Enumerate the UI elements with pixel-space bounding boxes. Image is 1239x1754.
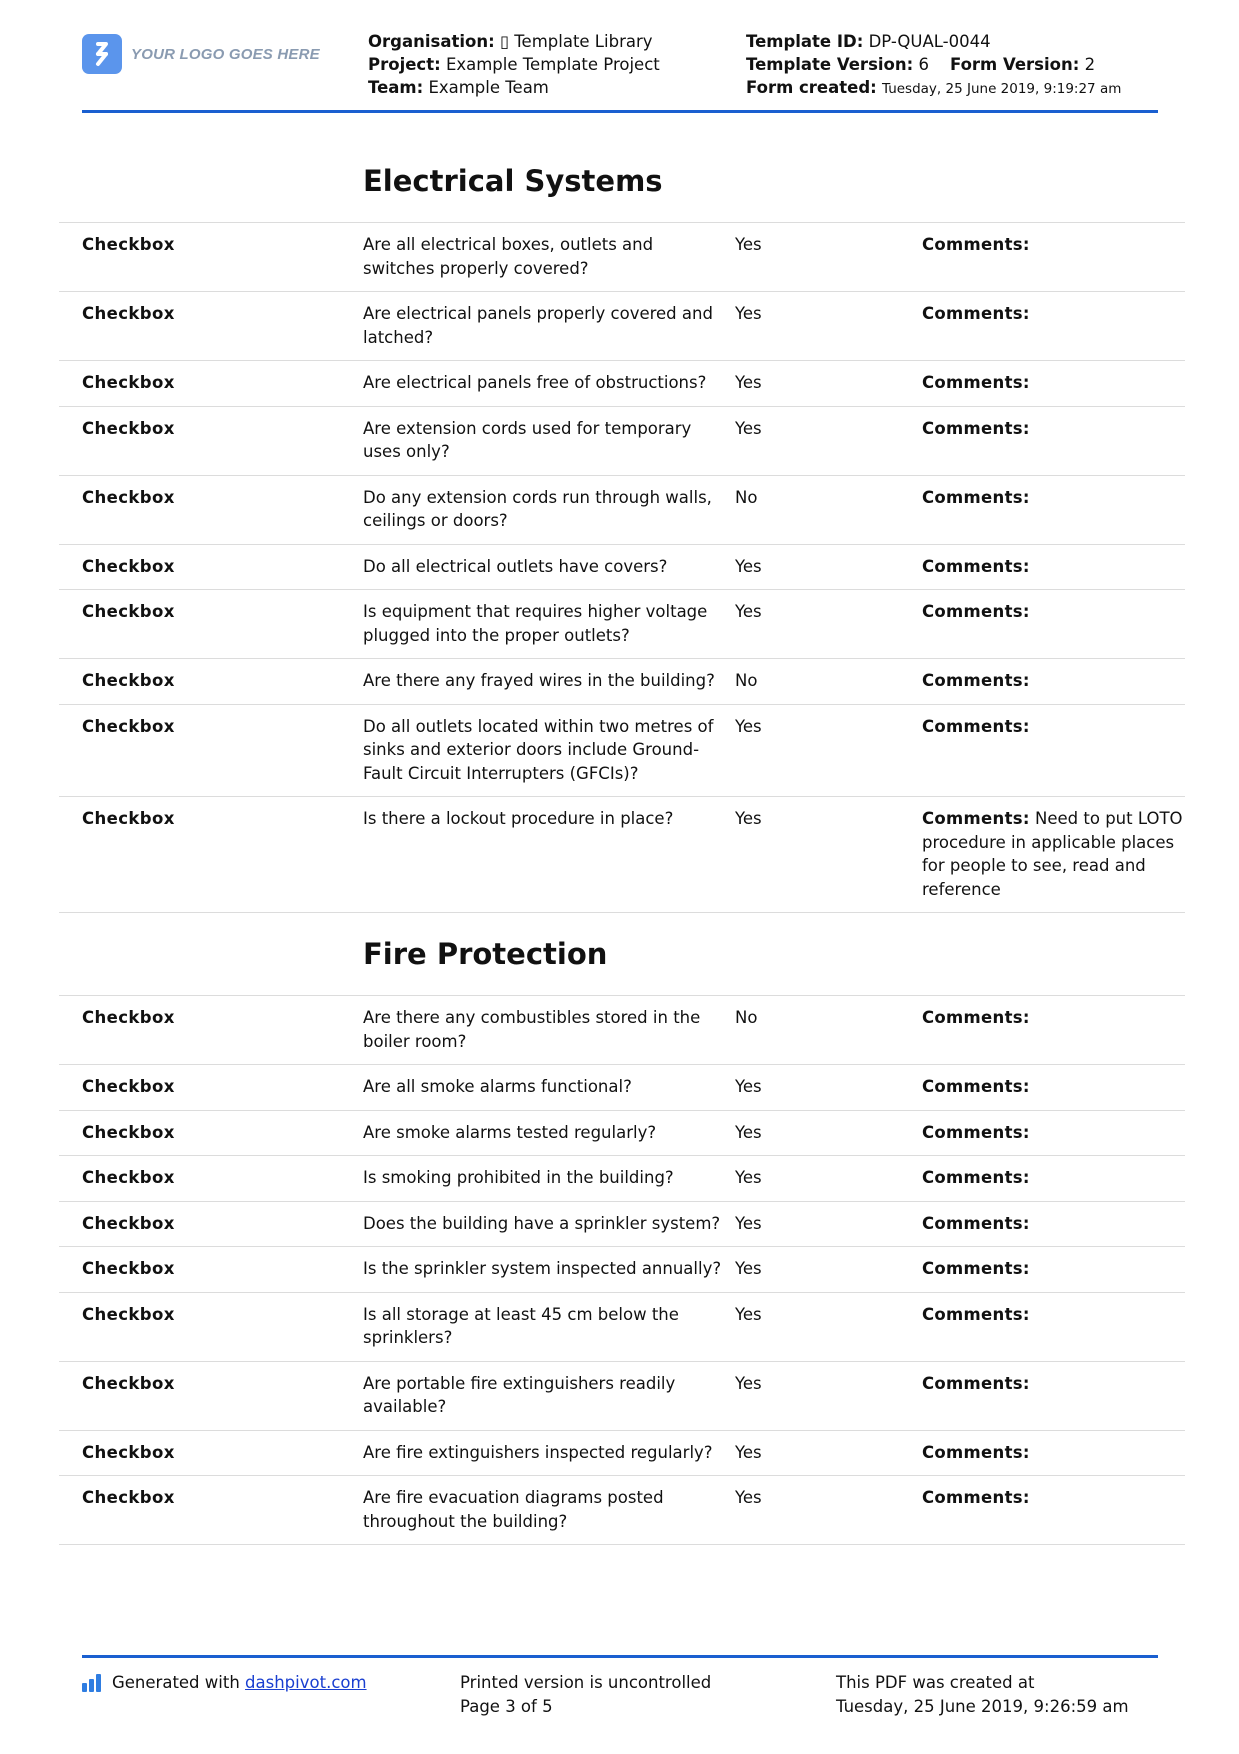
field-type: Checkbox — [82, 716, 175, 736]
table-row — [59, 1430, 1185, 1476]
comments-cell — [922, 1212, 1185, 1236]
comments-label: Comments: — [922, 235, 1030, 254]
answer: Yes — [735, 1259, 762, 1278]
comments-label: Comments: — [922, 1488, 1030, 1507]
pdf-created-value: Tuesday, 25 June 2019, 9:26:59 am — [836, 1696, 1129, 1716]
team-label: Team: — [368, 78, 424, 97]
pdf-created — [836, 1671, 1129, 1718]
page-header — [82, 30, 1158, 113]
project-value: Example Template Project — [445, 55, 660, 74]
form-version-label: Form Version: — [949, 55, 1080, 74]
checklist-content — [59, 140, 1185, 1545]
field-type: Checkbox — [82, 809, 175, 828]
pdf-created-label: This PDF was created at — [836, 1673, 1035, 1692]
table-row — [59, 1246, 1185, 1292]
template-version-value: 6 — [918, 55, 929, 74]
field-type: Checkbox — [82, 1008, 175, 1027]
comments-cell — [922, 555, 1185, 579]
answer: Yes — [735, 556, 762, 576]
comments-label: Comments: — [922, 1122, 1030, 1142]
comments-cell — [922, 1486, 1185, 1533]
field-type: Checkbox — [82, 1077, 175, 1096]
answer: Yes — [735, 1168, 762, 1187]
field-type: Checkbox — [82, 373, 175, 392]
field-type: Checkbox — [82, 235, 175, 254]
comments-cell — [922, 371, 1185, 395]
question: Are all smoke alarms functional? — [363, 1077, 632, 1096]
template-version-label: Template Version: — [746, 55, 914, 74]
question: Are fire extinguishers inspected regularly? — [363, 1442, 713, 1462]
field-type: Checkbox — [82, 1442, 175, 1462]
comments-label: Comments: — [922, 373, 1030, 392]
generated-with — [82, 1671, 367, 1695]
field-type: Checkbox — [82, 1168, 175, 1187]
comments-cell — [922, 486, 1185, 533]
question: Are extension cords used for temporary uses only? — [363, 418, 692, 461]
comments-cell — [922, 1166, 1185, 1190]
header-meta-project — [368, 30, 660, 99]
answer: Yes — [735, 1304, 762, 1324]
section-title: Fire Protection — [363, 937, 608, 971]
field-type: Checkbox — [82, 487, 175, 507]
uncontrolled-notice: Printed version is uncontrolled — [460, 1673, 712, 1692]
comments-cell — [922, 302, 1185, 349]
comments-label: Comments: — [922, 1008, 1030, 1027]
comments-label: Comments: — [922, 602, 1030, 621]
field-type: Checkbox — [82, 602, 175, 621]
answer: Yes — [735, 1442, 762, 1462]
answer: Yes — [735, 1373, 762, 1393]
comments-label: Comments: — [922, 716, 1030, 736]
table-row — [59, 1201, 1185, 1247]
answer: No — [735, 1008, 758, 1027]
template-id-value: DP-QUAL-0044 — [868, 32, 991, 51]
comments-cell — [922, 1121, 1185, 1145]
question: Are there any frayed wires in the building? — [363, 671, 715, 690]
form-version-value: 2 — [1084, 55, 1096, 74]
comments-cell — [922, 600, 1185, 647]
form-created-value: Tuesday, 25 June 2019, 9:19:27 am — [882, 81, 1122, 97]
question: Are portable fire extinguishers readily available? — [363, 1373, 676, 1416]
answer: Yes — [735, 1213, 762, 1233]
question: Are smoke alarms tested regularly? — [363, 1122, 657, 1142]
comments-label: Comments: — [922, 671, 1030, 690]
answer: Yes — [735, 235, 762, 254]
comments-cell — [922, 1372, 1185, 1419]
comments-label: Comments: — [922, 304, 1030, 323]
table-row — [59, 658, 1185, 704]
comments-label: Comments: — [922, 418, 1030, 438]
logo-text: YOUR LOGO GOES HERE — [131, 45, 320, 63]
question: Are there any combustibles stored in the boiler room? — [363, 1008, 701, 1051]
company-logo — [82, 34, 320, 74]
question: Are all electrical boxes, outlets and switches properly covered? — [363, 235, 654, 278]
answer: Yes — [735, 716, 762, 736]
field-type: Checkbox — [82, 1213, 175, 1233]
section-title: Electrical Systems — [363, 164, 663, 198]
generated-prefix: Generated with — [112, 1673, 240, 1692]
comments-cell — [922, 1257, 1185, 1281]
table-row — [59, 1292, 1185, 1361]
field-type: Checkbox — [82, 1373, 175, 1393]
field-type: Checkbox — [82, 304, 175, 323]
comments-cell — [922, 417, 1185, 464]
comments-label: Comments: — [922, 487, 1030, 507]
question: Is smoking prohibited in the building? — [363, 1168, 674, 1187]
answer: Yes — [735, 1122, 762, 1142]
section-fire-protection — [59, 913, 1185, 1545]
table-row — [59, 544, 1185, 590]
field-type: Checkbox — [82, 1304, 175, 1324]
table-row — [59, 796, 1185, 913]
dashpivot-link[interactable]: dashpivot.com — [245, 1673, 367, 1692]
organisation-label: Organisation: — [368, 32, 495, 51]
comments-cell — [922, 807, 1185, 901]
table-row — [59, 1155, 1185, 1201]
comments-label: Comments: — [922, 809, 1030, 828]
comments-cell — [922, 1006, 1185, 1053]
answer: Yes — [735, 1077, 762, 1096]
organisation-value: ▯ Template Library — [499, 32, 653, 51]
answer: Yes — [735, 1488, 762, 1507]
table-row — [59, 1361, 1185, 1430]
question: Is there a lockout procedure in place? — [363, 809, 674, 828]
answer: Yes — [735, 418, 762, 438]
table-row — [59, 222, 1185, 291]
field-type: Checkbox — [82, 556, 175, 576]
question: Does the building have a sprinkler system? — [363, 1213, 721, 1233]
field-type: Checkbox — [82, 418, 175, 438]
question: Are fire evacuation diagrams posted throughout the building? — [363, 1488, 664, 1531]
print-info — [460, 1671, 711, 1718]
question: Is all storage at least 45 cm below the sprinklers? — [363, 1304, 679, 1347]
comments-cell — [922, 1441, 1185, 1465]
question: Are electrical panels free of obstructions? — [363, 373, 707, 392]
table-row — [59, 589, 1185, 658]
question: Is equipment that requires higher voltage plugged into the proper outlets? — [363, 602, 708, 645]
comments-cell — [922, 715, 1185, 786]
page-number: Page 3 of 5 — [460, 1696, 553, 1716]
table-row — [59, 1064, 1185, 1110]
field-type: Checkbox — [82, 1259, 175, 1278]
project-label: Project: — [368, 55, 441, 74]
table-row — [59, 704, 1185, 797]
field-type: Checkbox — [82, 1488, 175, 1507]
comments-label: Comments: — [922, 1304, 1030, 1324]
field-type: Checkbox — [82, 1122, 175, 1142]
comments-cell — [922, 1075, 1185, 1099]
table-row — [59, 995, 1185, 1064]
logo-icon — [82, 34, 122, 74]
answer: Yes — [735, 373, 762, 392]
comments-label: Comments: — [922, 1213, 1030, 1233]
comments-label: Comments: — [922, 1373, 1030, 1393]
page-footer — [82, 1655, 1158, 1716]
table-row — [59, 475, 1185, 544]
comment-text: Need to put LOTO procedure in applicable places for people to see, read and reference — [922, 809, 1183, 899]
question: Do all outlets located within two metres of sinks and exterior doors include Ground-Fault Circuit Interrupters (GFCIs)? — [363, 716, 714, 783]
team-value: Example Team — [428, 78, 549, 97]
bar-chart-icon — [82, 1674, 103, 1692]
answer: Yes — [735, 602, 762, 621]
template-id-label: Template ID: — [746, 32, 864, 51]
question: Do any extension cords run through walls, ceilings or doors? — [363, 487, 712, 530]
comments-label: Comments: — [922, 1259, 1030, 1278]
answer: No — [735, 671, 758, 690]
question: Do all electrical outlets have covers? — [363, 556, 668, 576]
comments-cell — [922, 1303, 1185, 1350]
header-meta-template — [746, 30, 1121, 101]
answer: Yes — [735, 304, 762, 323]
section-rows — [59, 222, 1185, 913]
comments-label: Comments: — [922, 1077, 1030, 1096]
comments-label: Comments: — [922, 556, 1030, 576]
comments-label: Comments: — [922, 1168, 1030, 1187]
table-row — [59, 1110, 1185, 1156]
section-rows — [59, 995, 1185, 1545]
comments-cell — [922, 669, 1185, 693]
answer: Yes — [735, 809, 762, 828]
question: Is the sprinkler system inspected annually? — [363, 1259, 722, 1278]
table-row — [59, 1475, 1185, 1545]
table-row — [59, 360, 1185, 406]
table-row — [59, 406, 1185, 475]
answer: No — [735, 487, 758, 507]
field-type: Checkbox — [82, 671, 175, 690]
section-electrical-systems — [59, 140, 1185, 913]
comments-cell — [922, 233, 1185, 280]
comments-label: Comments: — [922, 1442, 1030, 1462]
form-created-label: Form created: — [746, 78, 877, 97]
table-row — [59, 291, 1185, 360]
question: Are electrical panels properly covered and latched? — [363, 304, 713, 347]
